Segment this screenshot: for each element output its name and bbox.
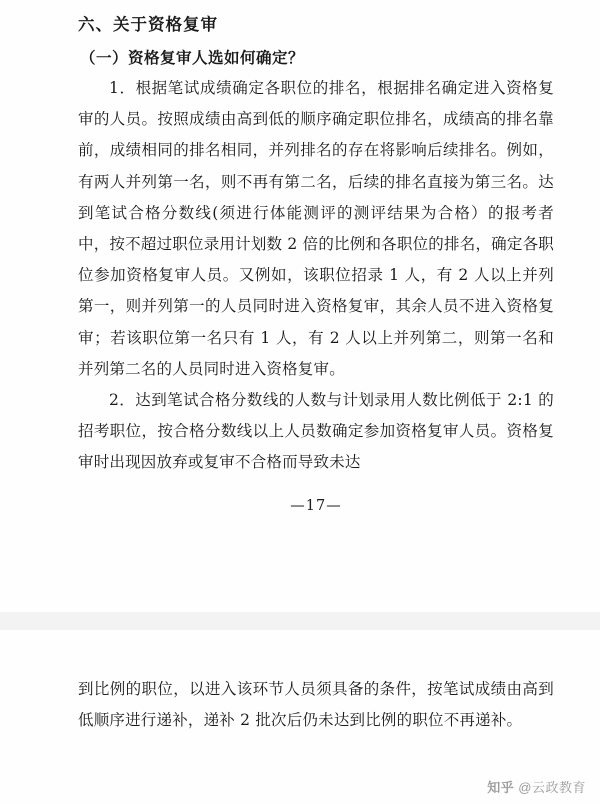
watermark [487,777,586,796]
continued-paragraph: 到比例的职位，以进入该环节人员须具备的条件，按笔试成绩由高到低顺序进行递补，递补 2 批次后仍未达到比例的职位不再递补。 [78,680,554,730]
section-subheading: （一）资格复审人选如何确定？ [80,48,305,67]
page-bottom-section [0,630,600,804]
paragraph-1: 1．根据笔试成绩确定各职位的排名，根据排名确定进入资格复审的人员。按照成绩由高到低的顺序确定职位排名，成绩高的排名靠前，成绩相同的排名相同，并列排名的存在将影响后续排名。例如，有两人并列第一名，则不再有第二名，后续的排名直接为第三名。达到笔试合格分数线(须进行体能测评的测评结果为合格）的报考者中，按不超过职位录用计划数 2 倍的比例和各职位的排名，确定各职位参加资格复审人员。又例如，该职位招录 1 人，有 2 人以上并列第一，则并列第一的人员同时进入资格复审，其余人员不进入资格复审；若该职位第一名只有 1 人，有 2 人以上并列第二，则第一名和并列第二名的人员同时进入资格复审。 [78,79,554,378]
paragraph-2: 2．达到笔试合格分数线的人数与计划录用人数比例低于 2:1 的招考职位，按合格分数线以上人员数确定参加资格复审人员。资格复审时出现因放弃或复审不合格而导致未达 [78,391,554,472]
page-title: 六、关于资格复审 [78,15,218,34]
zhihu-logo-icon: 知乎 [487,781,515,796]
page-divider [0,612,600,630]
page-number: —17— [290,497,342,514]
watermark-text: @云政教育 [518,780,586,795]
